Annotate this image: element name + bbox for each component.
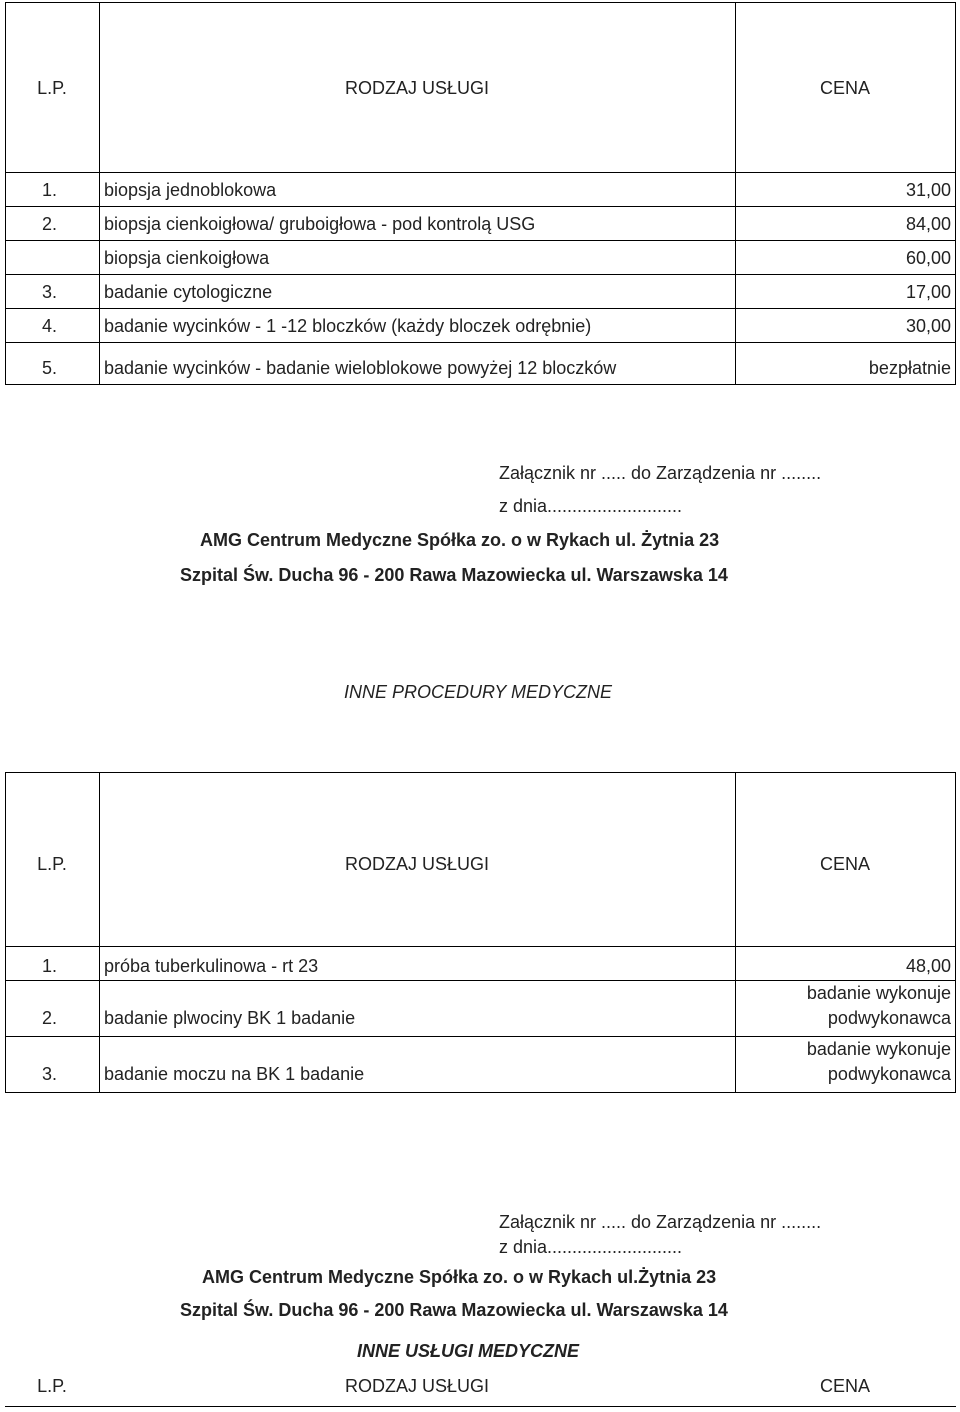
row-number: 5.: [41, 358, 57, 378]
row-number: 1.: [41, 956, 57, 976]
row-number: 2.: [41, 214, 57, 234]
service-name: badanie wycinków - 1 -12 bloczków (każdy bloczek odrębnie): [104, 316, 592, 336]
row-number: 3.: [41, 282, 57, 302]
service-price: 60,00: [905, 248, 951, 268]
service-name: badanie plwociny BK 1 badanie: [104, 1008, 356, 1028]
service-price-line-2: podwykonawca: [827, 1064, 951, 1084]
row-number: 2.: [41, 1008, 57, 1028]
service-price-line-1: badanie wykonuje: [806, 1039, 951, 1059]
service-name: badanie wycinków - badanie wieloblokowe powyżej 12 bloczków: [104, 358, 617, 378]
service-price: 31,00: [905, 180, 951, 200]
column-header-price: CENA: [819, 1376, 870, 1396]
company-line: AMG Centrum Medyczne Spółka zo. o w Rykach ul. Żytnia 23: [200, 530, 720, 550]
attachment-note: Załącznik nr ..... do Zarządzenia nr ........: [499, 1212, 822, 1232]
attachment-note: Załącznik nr ..... do Zarządzenia nr ........: [499, 463, 822, 483]
service-price: 30,00: [905, 316, 951, 336]
column-header-service: RODZAJ USŁUGI: [344, 1376, 490, 1396]
service-name: badanie cytologiczne: [104, 282, 273, 302]
service-price-line-2: podwykonawca: [827, 1008, 951, 1028]
date-note: z dnia...........................: [499, 496, 683, 516]
column-header-lp: L.P.: [37, 1376, 67, 1396]
row-number: 3.: [41, 1064, 57, 1084]
section-title: INNE USŁUGI MEDYCZNE: [357, 1341, 580, 1361]
column-header-price: CENA: [819, 78, 870, 98]
service-name: badanie moczu na BK 1 badanie: [104, 1064, 365, 1084]
service-price: bezpłatnie: [868, 358, 951, 378]
column-header-service: RODZAJ USŁUGI: [344, 78, 490, 98]
company-line: AMG Centrum Medyczne Spółka zo. o w Rykach ul.Żytnia 23: [202, 1267, 717, 1287]
column-header-lp: L.P.: [37, 854, 67, 874]
section-title: INNE PROCEDURY MEDYCZNE: [343, 682, 613, 702]
service-name: biopsja cienkoigłowa/ gruboigłowa - pod kontrolą USG: [104, 214, 536, 234]
service-price: 17,00: [905, 282, 951, 302]
service-price-line-1: badanie wykonuje: [806, 983, 951, 1003]
row-number: 1.: [41, 180, 57, 200]
column-header-lp: L.P.: [37, 78, 67, 98]
hospital-line: Szpital Św. Ducha 96 - 200 Rawa Mazowiecka ul. Warszawska 14: [180, 565, 728, 585]
service-name: biopsja jednoblokowa: [104, 180, 277, 200]
date-note: z dnia...........................: [499, 1237, 683, 1257]
service-name: biopsja cienkoigłowa: [104, 248, 270, 268]
service-price: 84,00: [905, 214, 951, 234]
service-price: 48,00: [905, 956, 951, 976]
column-header-service: RODZAJ USŁUGI: [344, 854, 490, 874]
service-name: próba tuberkulinowa - rt 23: [104, 956, 319, 976]
hospital-line: Szpital Św. Ducha 96 - 200 Rawa Mazowiecka ul. Warszawska 14: [180, 1300, 728, 1320]
column-header-price: CENA: [819, 854, 870, 874]
row-number: 4.: [41, 316, 57, 336]
